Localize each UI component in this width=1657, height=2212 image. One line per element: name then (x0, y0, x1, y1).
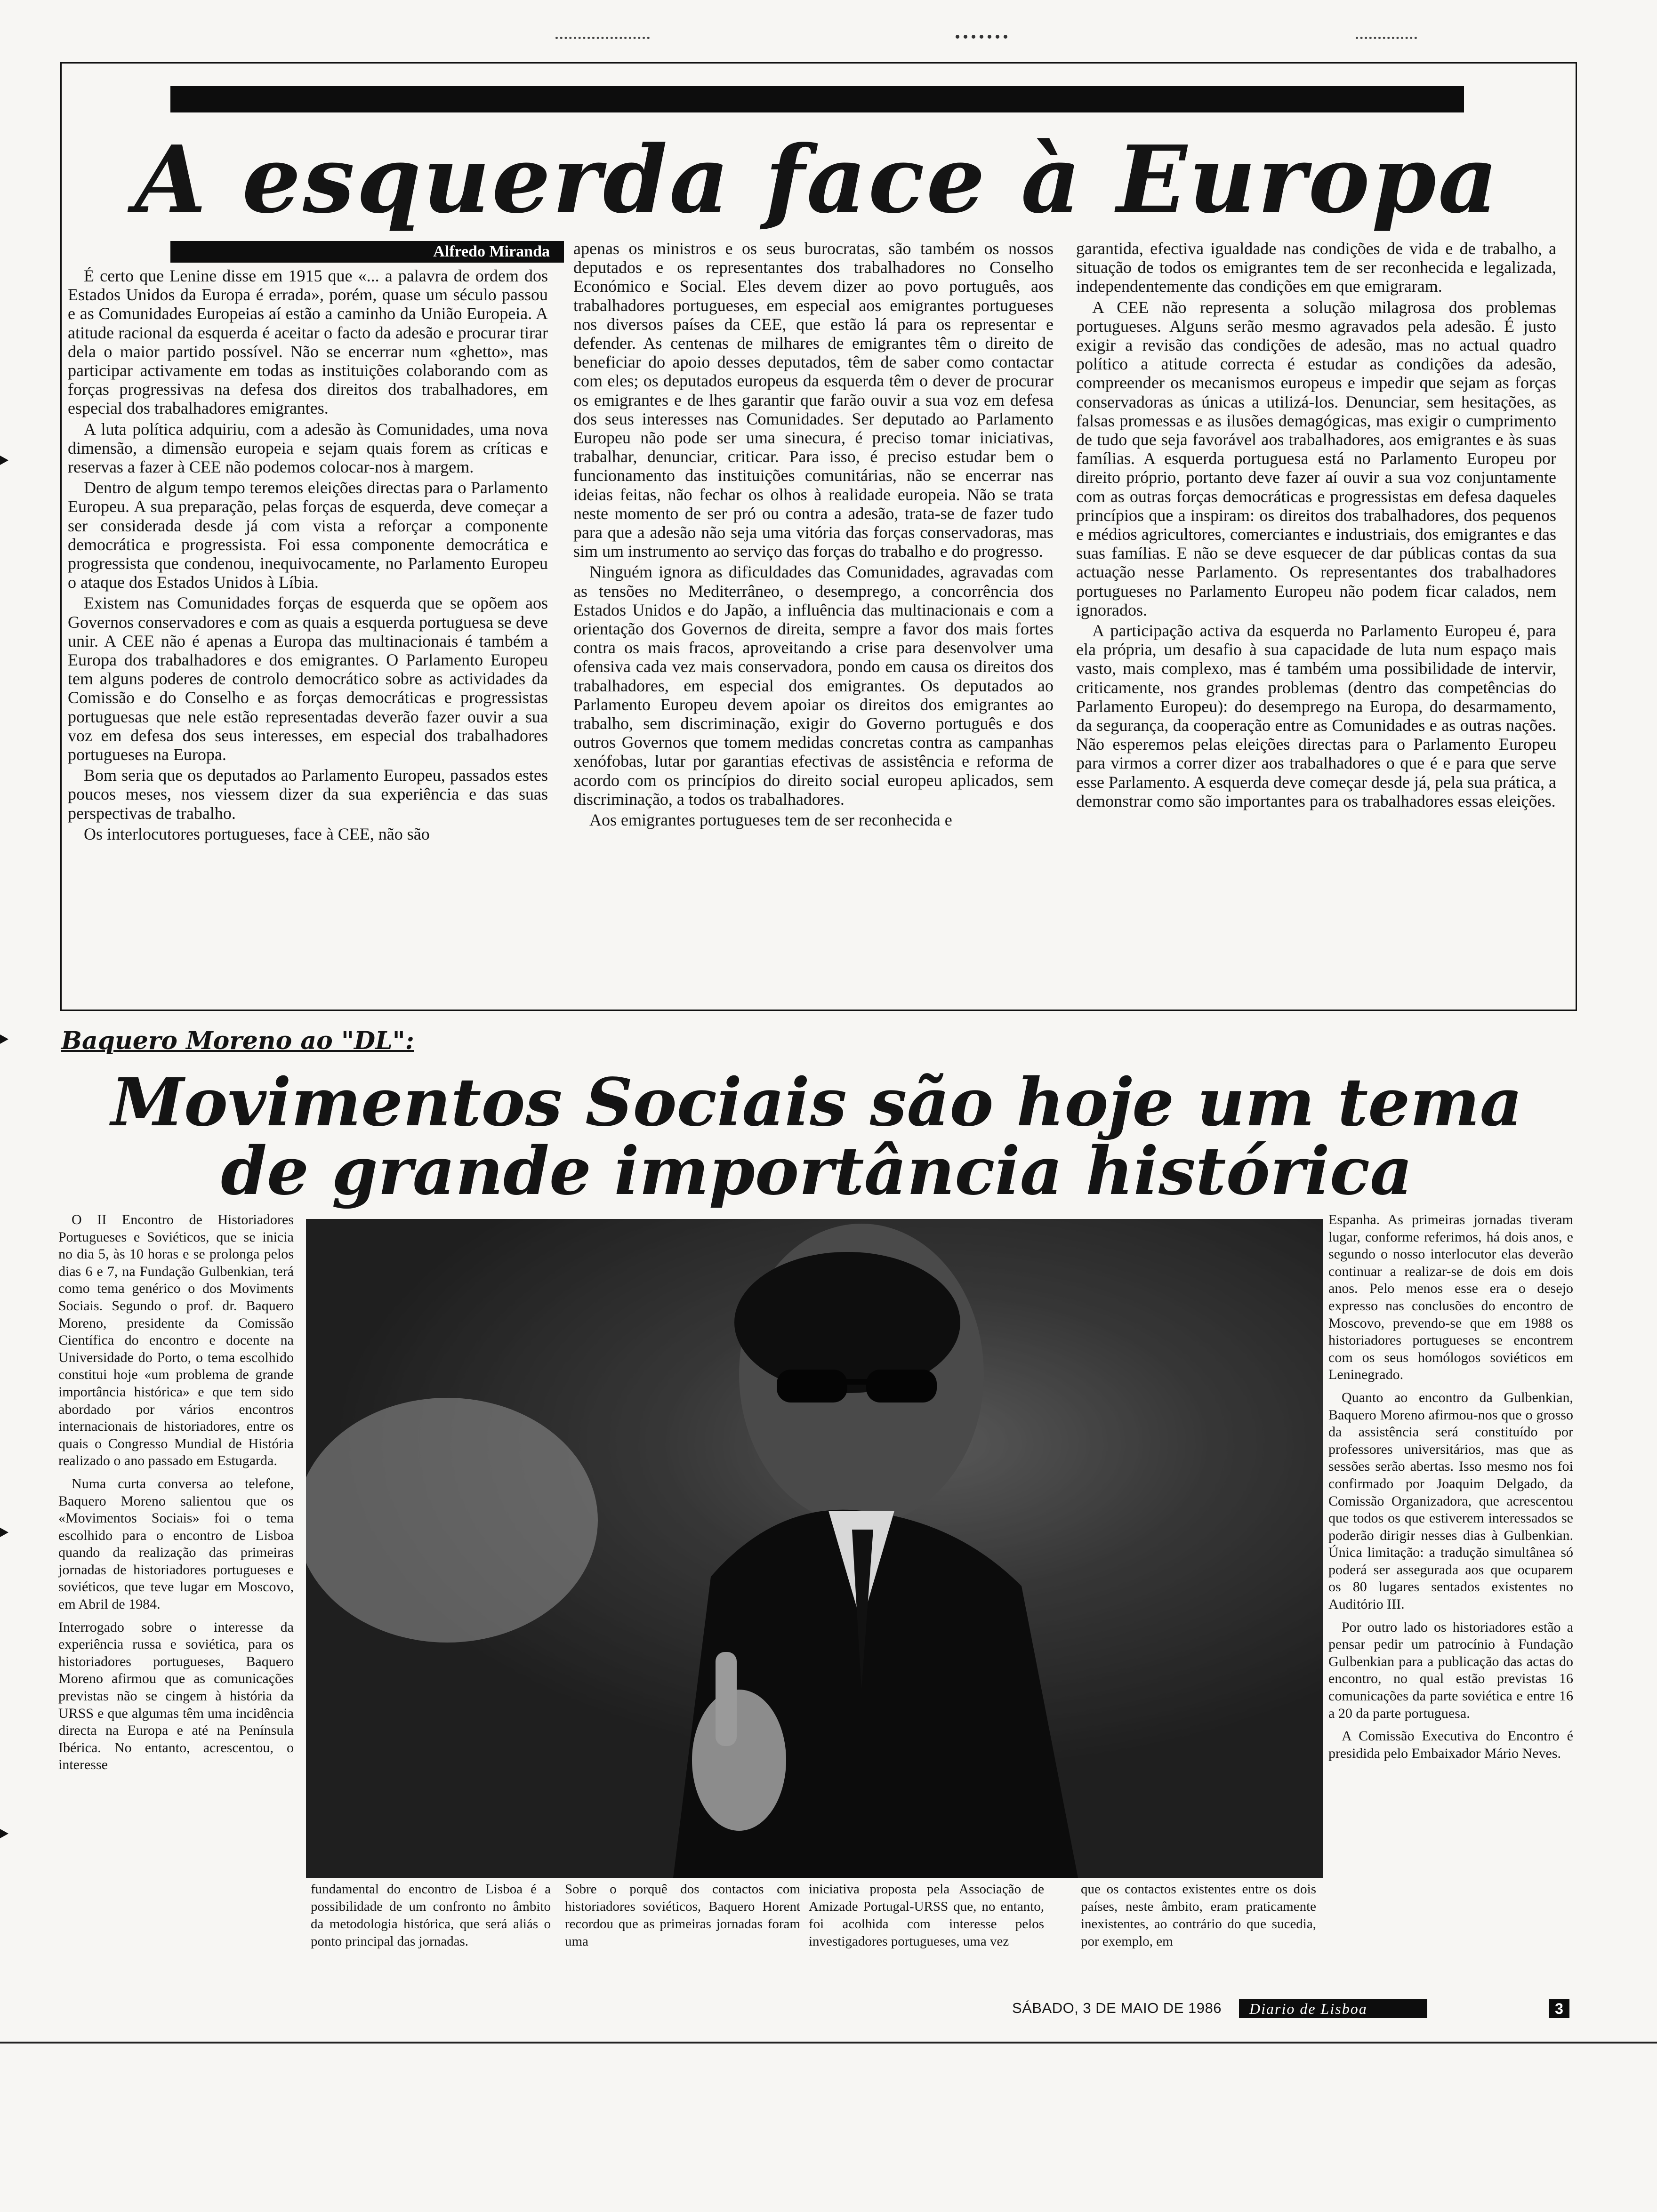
article1-col2 (573, 239, 1054, 831)
paragraph: Os interlocutores portugueses, face à CEE, não são (84, 824, 430, 843)
article2-right-col (1328, 1211, 1573, 1768)
paragraph: É certo que Lenine disse em 1915 que «... a palavra de ordem dos Estados Unidos da Europa é errada», porém, quase um século passou e as Comunidades Europeias aí estão a caminho da União Europeia. A atitude racional da esquerda é aceitar o facto da adesão e procurar tirar dela o maior partido possível. Não se encerrar num «ghetto», mas participar activamente em todas as instituições colaborando com as forças progressivas na defesa dos direitos dos trabalhadores, em especial dos trabalhadores emigrantes. (68, 266, 548, 418)
article1-col3 (1076, 239, 1556, 812)
paragraph: A Comissão Executiva do Encontro é presidida pelo Embaixador Mário Neves. (1328, 1728, 1573, 1761)
paragraph: apenas os ministros e os seus burocratas, são também os nossos deputados e os representantes dos trabalhadores no Conselho Económico e Social. Eles devem dizer ao povo português, aos trabalhadores portugueses, em especial aos emigrantes portugueses nos diversos países da CEE, que estão lá para os representar e defender. As centenas de milhares de emigrantes têm o direito de beneficiar do apoio desses deputados, têm de saber como contactar com eles; os deputados europeus da esquerda têm o dever de procurar os emigrantes e de lhes garantir que farão ouvir a sua voz em defesa dos seus interesses nas Comunidades. Ser deputado ao Parlamento Europeu não pode ser uma sinecura, é preciso tomar iniciativas, trabalhar, denunciar, criticar. Para isso, é preciso estudar bem o funcionamento das instituições comunitárias, não se encerrar nas ideias feitas, não fechar os olhos à realidade europeia. Não se trata neste momento de ser pró ou contra a adesão, trata-se de fazer tudo para que a adesão não seja uma vitória das forças conservadoras, mas sim um instrumento ao serviço das forças do trabalho e do progresso. (573, 239, 1054, 561)
paragraph: Existem nas Comunidades forças de esquerda que se opõem aos Governos conservadores e com as quais a esquerda portuguesa se deve unir. A CEE não é apenas a Europa das multinacionais é também a Europa dos trabalhadores e dos emigrantes. O Parlamento Europeu tem alguns poderes de controlo democrático sobre as actividades da Comissão e do Conselho e as forças democráticas e progressistas portuguesas que nele estão representadas deverão fazer ouvir a sua voz em defesa dos seus interesses, em especial dos trabalhadores portugueses na Europa. (68, 593, 548, 764)
paragraph: Interrogado sobre o interesse da experiência russa e soviética, para os historiadores portugueses, Baquero Moreno afirmou que as comunicações previstas não se cingem à história da URSS e que algumas têm uma incidência directa na Europa e até na Península Ibérica. No entanto, acrescentou, o interesse (58, 1619, 294, 1773)
article-title: A esquerda face à Europa (135, 126, 1500, 234)
paragraph: Bom seria que os deputados ao Parlamento Europeu, passados estes poucos meses, nos viessem dizer da sua experiência e das suas perspectivas de trabalho. (68, 766, 548, 823)
article2-bottom-col-3 (809, 1881, 1044, 1950)
headline-line-2: de grande importância histórica (221, 1133, 1413, 1210)
masthead-bar (1239, 1999, 1427, 2018)
headline-line-1: Movimentos Sociais são hoje um tema (111, 1064, 1523, 1141)
kicker: Baquero Moreno ao "DL": (61, 1026, 414, 1055)
byline-bar (170, 241, 564, 263)
header-rule (170, 86, 1464, 112)
paragraph: A CEE não representa a solução milagrosa dos problemas portugueses. Alguns serão mesmo agravados pela adesão. É justo exigir a revisão das condições de adesão, mas no actual quadro político a atitude correcta é estudar as condições da adesão, compreender os mecanismos europeus e impedir que sejam as forças conservadoras as únicas a utilizá-los. Denunciar, sem hesitações, as falsas promessas e as ilusões demagógicas, mas exigir o cumprimento de tudo que seja favorável aos trabalhadores, aos emigrantes e às suas famílias. A esquerda portuguesa está no Parlamento Europeu por direito próprio, portanto deve fazer aí ouvir a sua voz conjuntamente com as outras forças democráticas e progressistas em defesa daqueles princípios que a inspiram: os direitos dos trabalhadores, dos pequenos e médios agricultores, comerciantes e industriais, dos emigrantes e das suas famílias. E não se deve esquecer de dar públicas contas da sua actuação nesse Parlamento. Os representantes dos trabalhadores portugueses no Parlamento Europeu não podem ficar calados, nem ignorados. (1076, 297, 1556, 619)
page-number: 3 (1555, 2000, 1563, 2017)
top-scan-marks (555, 35, 1478, 41)
paragraph: Espanha. As primeiras jornadas tiveram lugar, conforme referimos, há dois anos, e segundo o nosso interlocutor elas deverão continuar a realizar-se de dois em dois anos. Pelo menos esse era o desejo expresso nas conclusões do encontro de Moscovo, prevendo-se que em 1988 os historiadores portugueses se encontrem com os seus homólogos soviéticos em Leninegrado. (1328, 1212, 1573, 1383)
portrait-photo (306, 1219, 1323, 1878)
paragraph: iniciativa proposta pela Associação de Amizade Portugal-URSS que, no entanto, foi acolhida com interesse pelos investigadores portugueses, uma vez (809, 1882, 1044, 1949)
paragraph: Sobre o porquê dos contactos com historiadores soviéticos, Baquero Horent recordou que as primeiras jornadas foram uma (565, 1882, 800, 1949)
paragraph: que os contactos existentes entre os dois países, neste âmbito, eram praticamente inexistentes, ao contrário do que sucedia, por exemplo, em (1081, 1882, 1316, 1949)
paragraph: O II Encontro de Historiadores Portugueses e Soviéticos, que se inicia no dia 5, às 10 horas e se prolonga pelos dias 6 e 7, na Fundação Gulbenkian, terá como tema genérico o dos Moviments Sociais. Segundo o prof. dr. Baquero Moreno, presidente da Comissão Científica do encontro e docente na Universidade do Porto, o tema escolhido constitui hoje «um problema de grande importância histórica» e que tem sido abordado por vários encontros internacionais de historiadores, entre os quais o Congresso Mundial de História realizado o ano passado em Estugarda. (58, 1212, 294, 1469)
paragraph: Numa curta conversa ao telefone, Baquero Moreno salientou que os «Movimentos Sociais» foi o tema escolhido para o encontro de Lisboa quando da realização das primeiras jornadas de historiadores portugueses e soviéticos, que teve lugar em Moscovo, em Abril de 1984. (58, 1475, 294, 1612)
article2-bottom-col-4 (1081, 1881, 1316, 1950)
paragraph: fundamental do encontro de Lisboa é a possibilidade de um confronto no âmbito da metodologia histórica, que será aliás o ponto principal das jornadas. (311, 1882, 551, 1949)
paragraph: Ninguém ignora as dificuldades das Comunidades, agravadas com as tensões no Mediterrâneo, o desemprego, a concorrência dos Estados Unidos e do Japão, a influência das multinacionais e com a orientação dos Governos de direita, sempre a favor dos mais fortes contra os mais fracos, aproveitando a crise para desenvolver uma ofensiva cada vez mais conservadora, pondo em causa os direitos dos trabalhadores, em especial dos emigrantes. Os deputados ao Parlamento Europeu devem apoiar os direitos dos emigrantes ao trabalho, sem discriminação, exigir do Governo português e dos outros Governos que tomem medidas concretas contra as campanhas xenófobas, lutar por garantias efectivas de assistência e reforma de acordo com os princípios do direito social europeu aplicados, sem discriminação, a todos os trabalhadores. (573, 562, 1054, 809)
page-bottom-rule (0, 2042, 1657, 2044)
paragraph: Dentro de algum tempo teremos eleições directas para o Parlamento Europeu. A sua preparação, pelas forças de esquerda, deve começar a ser considerada desde já com vista a reforçar a componente democrática e progressista. Foi essa componente democrática e progressista que condenou, inequivocamente, no Parlamento Europeu o ataque dos Estados Unidos à Líbia. (68, 478, 548, 592)
article2-bottom-col-2 (565, 1881, 800, 1950)
page-number-box (1549, 1999, 1569, 2018)
footer-date: SÁBADO, 3 DE MAIO DE 1986 (1012, 2000, 1222, 2016)
article1-col1 (68, 266, 548, 845)
paragraph: garantida, efectiva igualdade nas condições de vida e de trabalho, a situação de todos os emigrantes tem de ser reconhecida e legalizada, independentemente das condições em que emigraram. (1076, 239, 1556, 296)
paragraph: A luta política adquiriu, com a adesão às Comunidades, uma nova dimensão, a dimensão europeia e sejam quais forem as críticas e reservas a fazer à CEE não podemos colocar-nos à margem. (68, 419, 548, 477)
article2-bottom-col-1 (311, 1881, 551, 1950)
scan-marks (0, 0, 9, 2212)
article2-left-col (58, 1211, 294, 1779)
paragraph: A participação activa da esquerda no Parlamento Europeu é, para ela própria, um desafio à sua capacidade de luta num espaço mais vasto, mais complexo, mas é também uma possibilidade de intervir, criticamente, nos grandes problemas (dentro das competências do Parlamento Europeu): do desemprego na Europa, do desarmamento, da segurança, da cooperação entre as Comunidades e as outras nações. Não esperemos pelas eleições directas para o Parlamento Europeu para virmos a correr dizer aos trabalhadores o que é e para que serve esse Parlamento. A esquerda deve começar desde já, pela sua prática, a demonstrar como são importantes para os trabalhadores essas eleições. (1076, 621, 1556, 810)
paragraph: Quanto ao encontro da Gulbenkian, Baquero Moreno afirmou-nos que o grosso da assistência será constituído por professores universitários, mas que as sessões serão abertas. Isso mesmo nos foi confirmado por Joaquim Delgado, da Comissão Organizadora, que acrescentou que todos os que estiverem interessados se poderão dirigir nesses dias à Gulbenkian. Única limitação: a tradução simultânea só poderá ser assegurada aos que ocuparem os 80 lugares sentados existentes no Auditório III. (1328, 1389, 1573, 1612)
masthead-name: Diario de Lisboa (1249, 2000, 1367, 2017)
byline: Alfredo Miranda (433, 243, 550, 260)
paragraph: Aos emigrantes portugueses tem de ser reconhecida e (589, 810, 952, 830)
portrait-figure (306, 1219, 1323, 1878)
paragraph: Por outro lado os historiadores estão a pensar pedir um patrocínio à Fundação Gulbenkian para a publicação das actas do encontro, no qual estão previstas 16 comunicações da parte soviética e entre 16 a 20 da parte portuguesa. (1328, 1619, 1573, 1721)
